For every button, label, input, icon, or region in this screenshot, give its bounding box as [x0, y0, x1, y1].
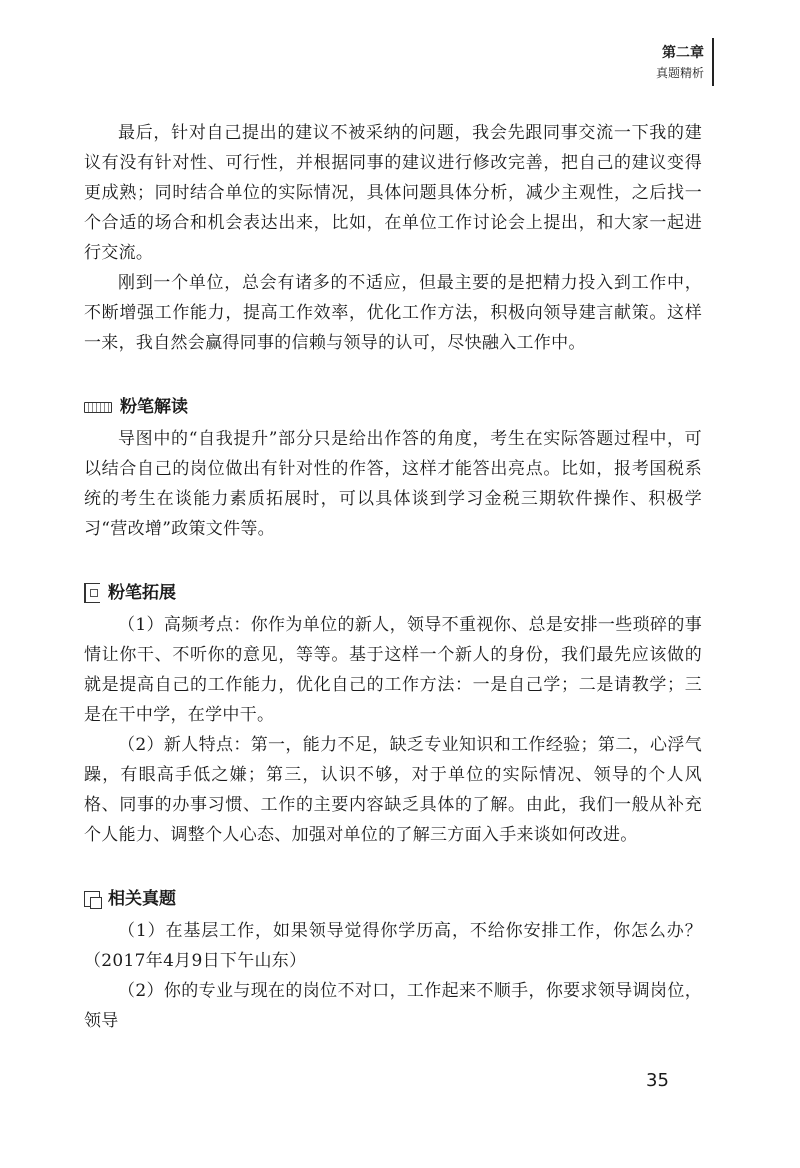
related-icon	[84, 891, 100, 907]
section-title: 粉笔解读	[120, 397, 188, 417]
chapter-subtitle: 真题精析	[655, 66, 704, 80]
section-heading-interpret	[84, 392, 702, 422]
paragraph: （2）你的专业与现在的岗位不对口，工作起来不顺手，你要求领导调岗位，领导	[84, 981, 702, 1031]
paragraph: （1）在基层工作，如果领导觉得你学历高，不给你安排工作，你怎么办？（2017年4月9日下午山东）	[84, 921, 702, 971]
section-title: 相关真题	[108, 889, 176, 909]
page-body	[84, 118, 702, 1036]
expand-icon	[84, 583, 100, 603]
chapter-title: 第二章	[662, 45, 704, 61]
paragraph: 导图中的“自我提升”部分只是给出作答的角度，考生在实际答题过程中，可以结合自己的岗位做出有针对性的作答，这样才能答出亮点。比如，报考国税系统的考生在谈能力素质拓展时，可以具体谈到学习金税三期软件操作、积极学习“营改增”政策文件等。	[84, 429, 702, 539]
paragraph: （1）高频考点：你作为单位的新人，领导不重视你、总是安排一些琐碎的事情让你干、不听你的意见，等等。基于这样一个新人的身份，我们最先应该做的就是提高自己的工作能力，优化自己的工作方法：一是自己学；二是请教学；三是在干中学，在学中干。	[84, 615, 702, 725]
paragraph: 最后，针对自己提出的建议不被采纳的问题，我会先跟同事交流一下我的建议有没有针对性、可行性，并根据同事的建议进行修改完善，把自己的建议变得更成熟；同时结合单位的实际情况，具体问题具体分析，减少主观性，之后找一个合适的场合和机会表达出来，比如，在单位工作讨论会上提出，和大家一起进行交流。	[84, 123, 702, 263]
paragraph: 刚到一个单位，总会有诸多的不适应，但最主要的是把精力投入到工作中，不断增强工作能力，提高工作效率，优化工作方法，积极向领导建言献策。这样一来，我自然会赢得同事的信赖与领导的认可，尽快融入工作中。	[84, 273, 702, 353]
running-header	[656, 44, 704, 82]
section-title: 粉笔拓展	[108, 583, 176, 603]
section-heading-expand	[84, 578, 702, 608]
header-divider	[712, 38, 714, 86]
section-heading-related	[84, 884, 702, 914]
paragraph: （2）新人特点：第一，能力不足，缺乏专业知识和工作经验；第二，心浮气躁，有眼高手低之嫌；第三，认识不够，对于单位的实际情况、领导的个人风格、同事的办事习惯、工作的主要内容缺乏具体的了解。由此，我们一般从补充个人能力、调整个人心态、加强对单位的了解三方面入手来谈如何改进。	[84, 735, 702, 845]
page-number: 35	[646, 1070, 669, 1091]
pencil-icon	[84, 402, 112, 413]
